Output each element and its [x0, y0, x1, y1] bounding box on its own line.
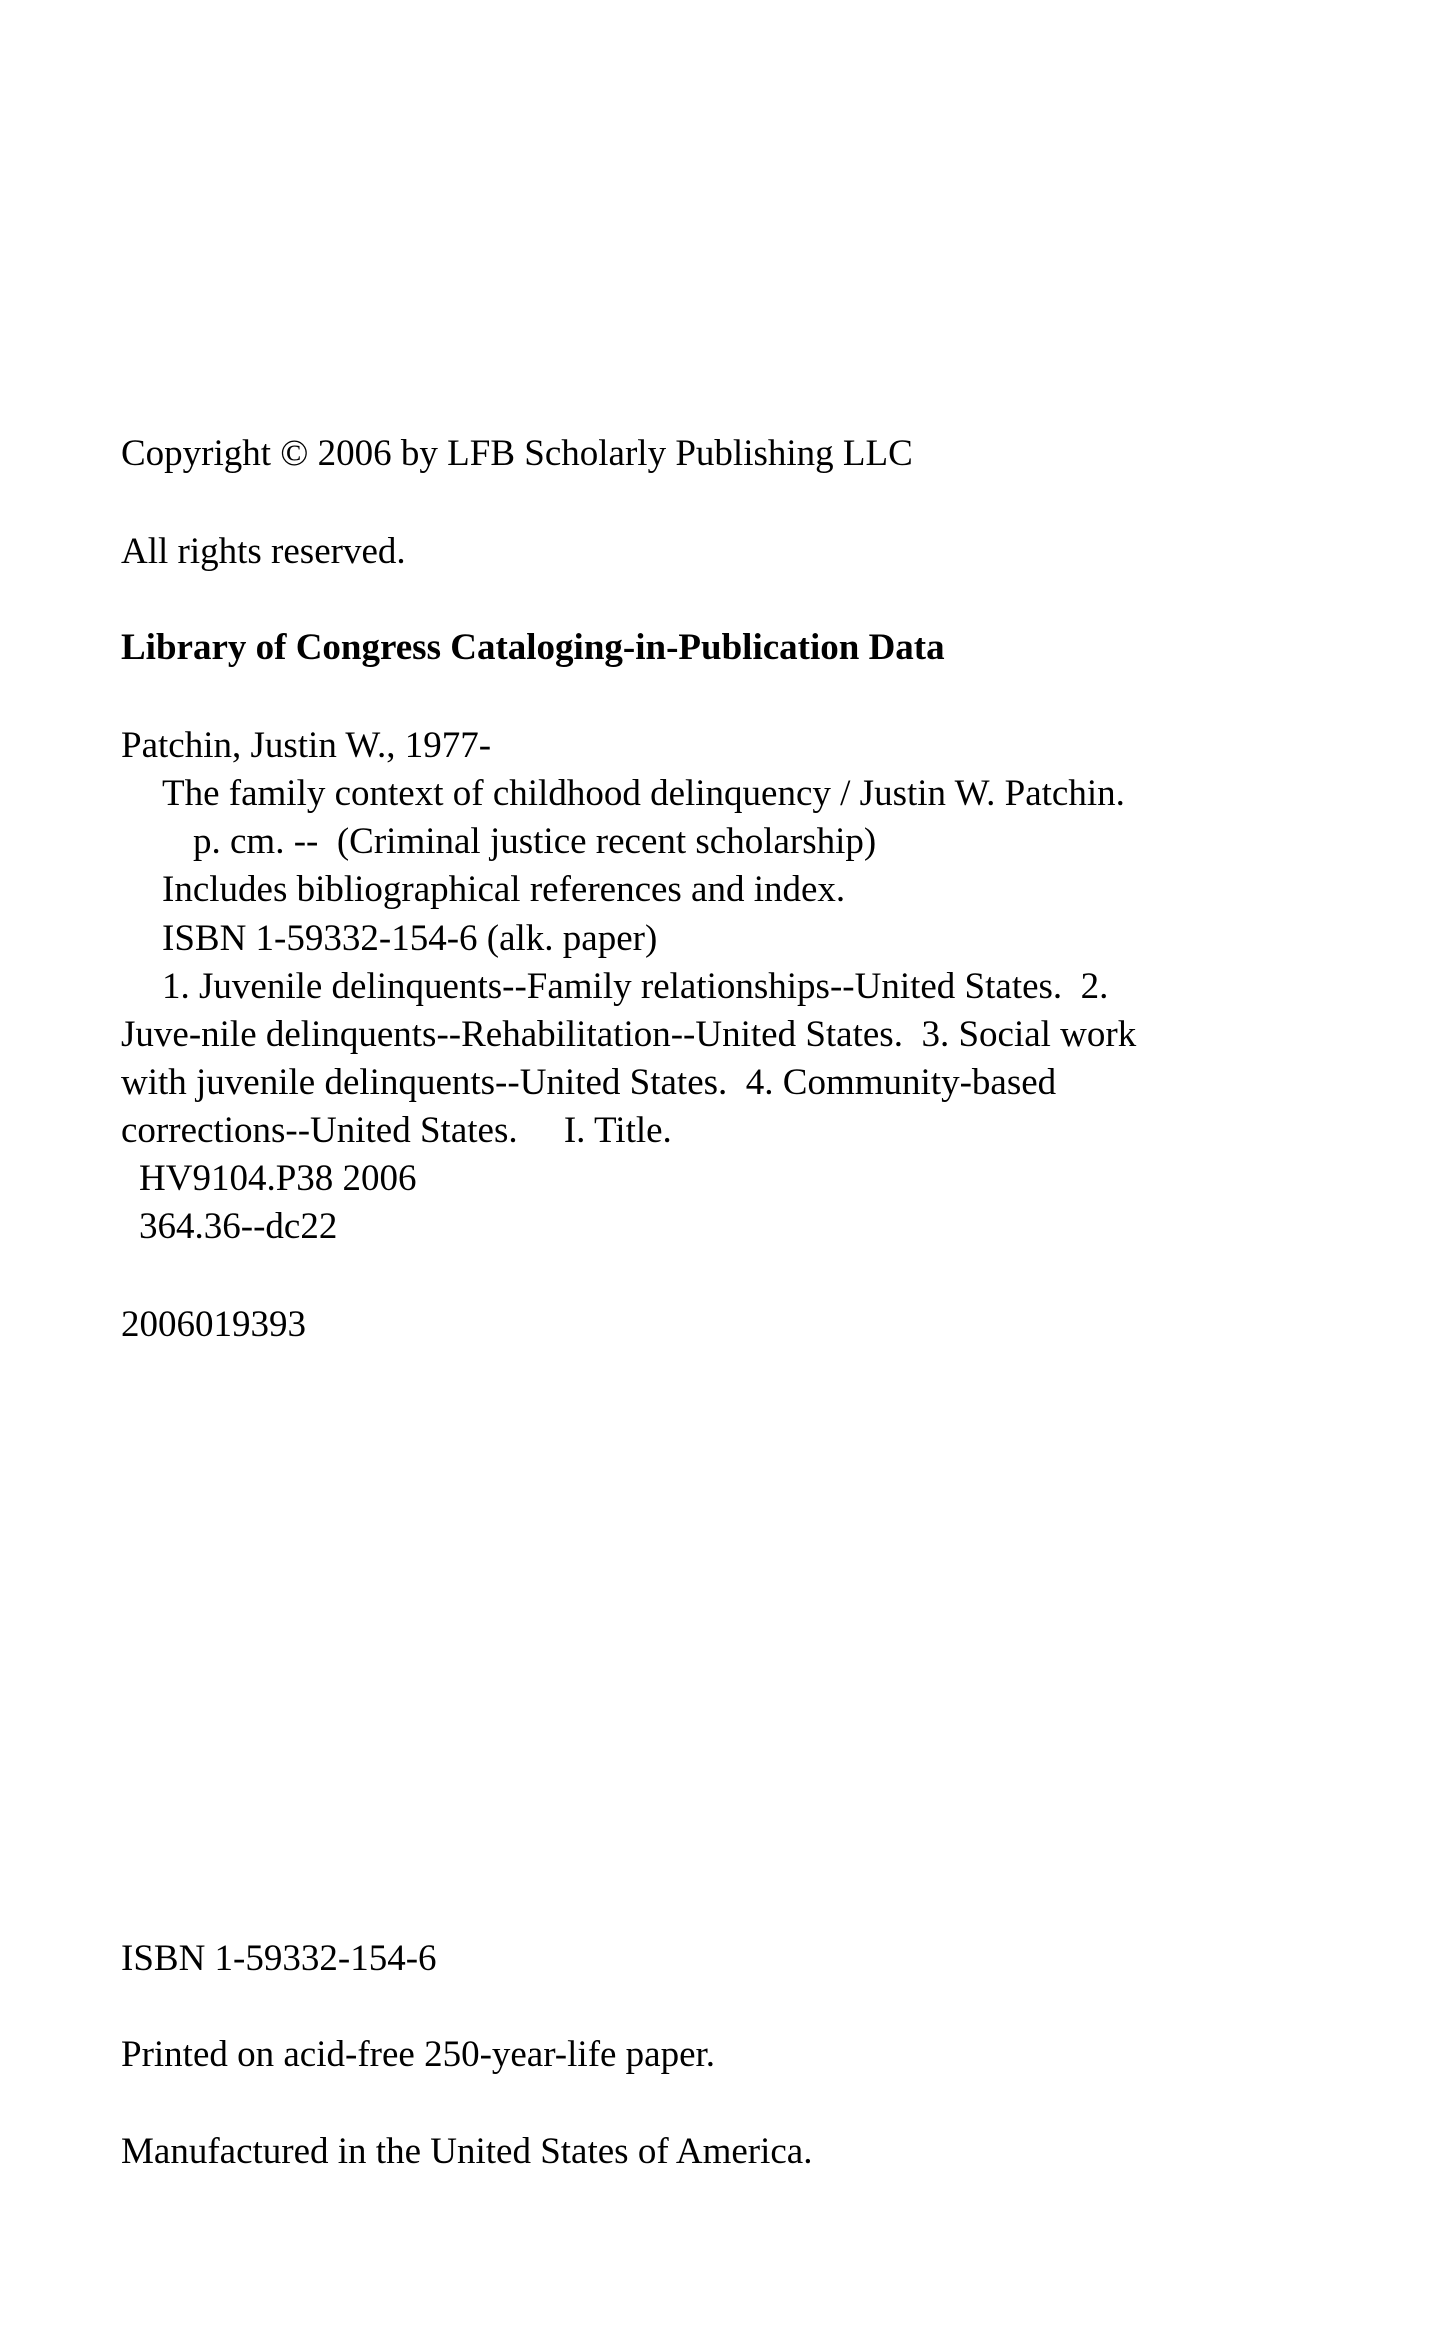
cip-lccn: 2006019393 — [121, 1304, 306, 1345]
cip-heading: Library of Congress Cataloging-in-Publication Data — [121, 627, 945, 668]
footer-paper-note: Printed on acid-free 250-year-life paper. — [121, 2034, 716, 2075]
cip-dewey: 364.36--dc22 — [139, 1206, 338, 1247]
copyright-line: Copyright © 2006 by LFB Scholarly Publishing LLC — [121, 433, 913, 474]
cip-isbn: ISBN 1-59332-154-6 (alk. paper) — [162, 918, 658, 959]
cip-subject-line: with juvenile delinquents--United States. 4. Community-based — [121, 1062, 1057, 1103]
footer-isbn: ISBN 1-59332-154-6 — [121, 1938, 437, 1979]
rights-line: All rights reserved. — [121, 531, 406, 572]
cip-author: Patchin, Justin W., 1977- — [121, 725, 492, 766]
footer-manufactured: Manufactured in the United States of America. — [121, 2131, 813, 2172]
cip-subject-line: 1. Juvenile delinquents--Family relationships--United States. 2. — [162, 966, 1109, 1007]
cip-subject-line: Juve-nile delinquents--Rehabilitation--United States. 3. Social work — [121, 1014, 1137, 1055]
cip-lc-class: HV9104.P38 2006 — [139, 1158, 417, 1199]
cip-series: p. cm. -- (Criminal justice recent scholarship) — [193, 821, 877, 862]
cip-title: The family context of childhood delinquency / Justin W. Patchin. — [162, 773, 1125, 814]
cip-notes: Includes bibliographical references and index. — [162, 869, 846, 910]
cip-subject-line: corrections--United States. I. Title. — [121, 1110, 672, 1151]
